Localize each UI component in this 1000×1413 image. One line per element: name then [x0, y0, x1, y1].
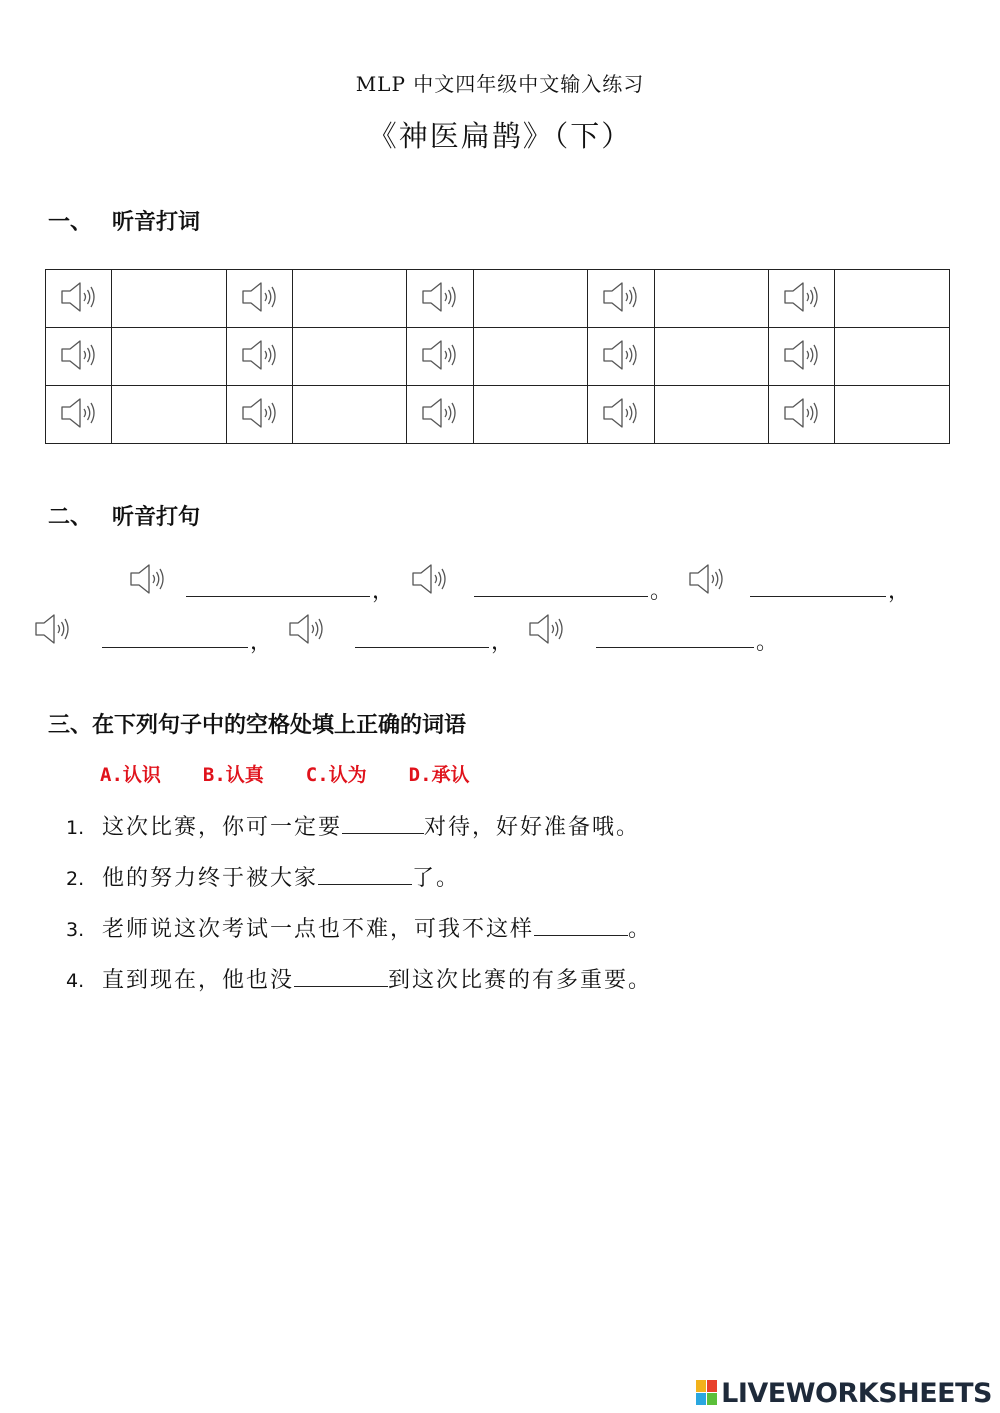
sentence-answer-blank[interactable] — [186, 574, 370, 597]
speaker-cell — [769, 270, 835, 328]
speaker-icon[interactable] — [687, 562, 727, 596]
speaker-icon[interactable] — [782, 396, 822, 430]
fill-blank[interactable] — [318, 864, 412, 885]
speaker-cell — [769, 328, 835, 386]
fill-blank[interactable] — [534, 915, 628, 936]
word-answer-cell[interactable] — [112, 328, 227, 386]
question-number: 3. — [66, 919, 85, 941]
speaker-icon[interactable] — [59, 396, 99, 430]
worksheet-title: 《神医扁鹊》（下） — [367, 119, 633, 153]
question-text-after: 了。 — [412, 866, 461, 891]
question-text-before: 老师说这次考试一点也不难，可我不这样 — [102, 917, 535, 942]
word-answer-cell[interactable] — [112, 270, 227, 328]
word-table-row — [46, 270, 950, 328]
sentence-answer-blank[interactable] — [474, 574, 648, 597]
speaker-cell — [588, 386, 655, 444]
question-text-before: 直到现在，他也没 — [102, 968, 295, 993]
speaker-cell — [588, 270, 655, 328]
section-2-heading — [48, 500, 200, 531]
speaker-icon[interactable] — [33, 612, 73, 646]
sentence-answer-blank[interactable] — [750, 574, 886, 597]
section-2-number: 二、 — [48, 505, 93, 530]
liveworksheets-logo — [696, 1378, 992, 1408]
speaker-icon[interactable] — [410, 562, 450, 596]
speaker-cell — [588, 328, 655, 386]
punctuation: ， — [372, 579, 395, 604]
question-text-before: 这次比赛，你可一定要 — [102, 815, 343, 840]
word-table-row — [46, 386, 950, 444]
section-1-title: 听音打词 — [112, 210, 201, 235]
sentence-answer-blank[interactable] — [355, 625, 489, 648]
section-1-number: 一、 — [48, 210, 93, 235]
speaker-icon[interactable] — [782, 338, 822, 372]
word-answer-cell[interactable] — [655, 270, 769, 328]
word-table-row — [46, 328, 950, 386]
speaker-cell — [769, 386, 835, 444]
punctuation: 。 — [756, 630, 779, 655]
word-answer-cell[interactable] — [112, 386, 227, 444]
question-2 — [66, 861, 460, 892]
word-answer-cell[interactable] — [835, 270, 950, 328]
speaker-icon[interactable] — [527, 612, 567, 646]
word-answer-cell[interactable] — [655, 328, 769, 386]
logo-mark-icon — [696, 1380, 718, 1406]
speaker-cell — [227, 270, 293, 328]
word-answer-cell[interactable] — [474, 328, 588, 386]
question-text-after: 到这次比赛的有多重要。 — [388, 968, 653, 993]
speaker-cell — [46, 270, 112, 328]
word-answer-cell[interactable] — [655, 386, 769, 444]
question-text-after: 。 — [628, 917, 653, 942]
speaker-cell — [227, 386, 293, 444]
word-options — [100, 760, 512, 787]
speaker-icon[interactable] — [420, 396, 460, 430]
question-number: 2. — [66, 868, 85, 890]
speaker-icon[interactable] — [59, 338, 99, 372]
fill-blank[interactable] — [294, 966, 388, 987]
speaker-cell — [46, 386, 112, 444]
logo-text: LIVEWORKSHEETS — [721, 1377, 992, 1409]
punctuation: ， — [250, 630, 273, 655]
question-text-before: 他的努力终于被大家 — [102, 866, 319, 891]
speaker-icon[interactable] — [420, 338, 460, 372]
speaker-icon[interactable] — [601, 280, 641, 314]
word-answer-cell[interactable] — [835, 328, 950, 386]
sentence-answer-blank[interactable] — [102, 625, 248, 648]
section-3-heading: 三、在下列句子中的空格处填上正确的词语 — [48, 713, 467, 738]
word-answer-cell[interactable] — [474, 270, 588, 328]
speaker-cell — [407, 328, 474, 386]
option-a: A.认识 — [100, 764, 161, 786]
speaker-icon[interactable] — [240, 396, 280, 430]
speaker-cell — [227, 328, 293, 386]
word-answer-cell[interactable] — [293, 328, 407, 386]
question-text-after: 对待，好好准备哦。 — [424, 815, 641, 840]
section-2-title: 听音打句 — [112, 505, 201, 530]
sentence-answer-blank[interactable] — [596, 625, 754, 648]
question-4 — [66, 963, 652, 994]
speaker-icon[interactable] — [601, 396, 641, 430]
option-b: B.认真 — [202, 764, 264, 786]
question-number: 1. — [66, 817, 85, 839]
word-answer-cell[interactable] — [293, 386, 407, 444]
speaker-icon[interactable] — [601, 338, 641, 372]
speaker-icon[interactable] — [420, 280, 460, 314]
fill-blank[interactable] — [342, 813, 424, 834]
word-answer-cell[interactable] — [474, 386, 588, 444]
speaker-cell — [407, 386, 474, 444]
speaker-icon[interactable] — [240, 280, 280, 314]
punctuation: ， — [888, 579, 911, 604]
option-d: D.承认 — [408, 764, 470, 786]
option-c: C.认为 — [305, 764, 367, 786]
question-1 — [66, 810, 640, 841]
speaker-icon[interactable] — [240, 338, 280, 372]
speaker-cell — [46, 328, 112, 386]
speaker-icon[interactable] — [128, 562, 168, 596]
section-1-heading — [48, 205, 200, 236]
word-answer-cell[interactable] — [293, 270, 407, 328]
question-3 — [66, 912, 652, 943]
punctuation: 。 — [650, 579, 673, 604]
word-answer-cell[interactable] — [835, 386, 950, 444]
speaker-icon[interactable] — [59, 280, 99, 314]
punctuation: ， — [491, 630, 514, 655]
speaker-icon[interactable] — [287, 612, 327, 646]
speaker-icon[interactable] — [782, 280, 822, 314]
question-number: 4. — [66, 970, 85, 992]
word-dictation-table — [45, 269, 950, 444]
speaker-cell — [407, 270, 474, 328]
worksheet-subtitle: MLP 中文四年级中文输入练习 — [355, 72, 645, 96]
